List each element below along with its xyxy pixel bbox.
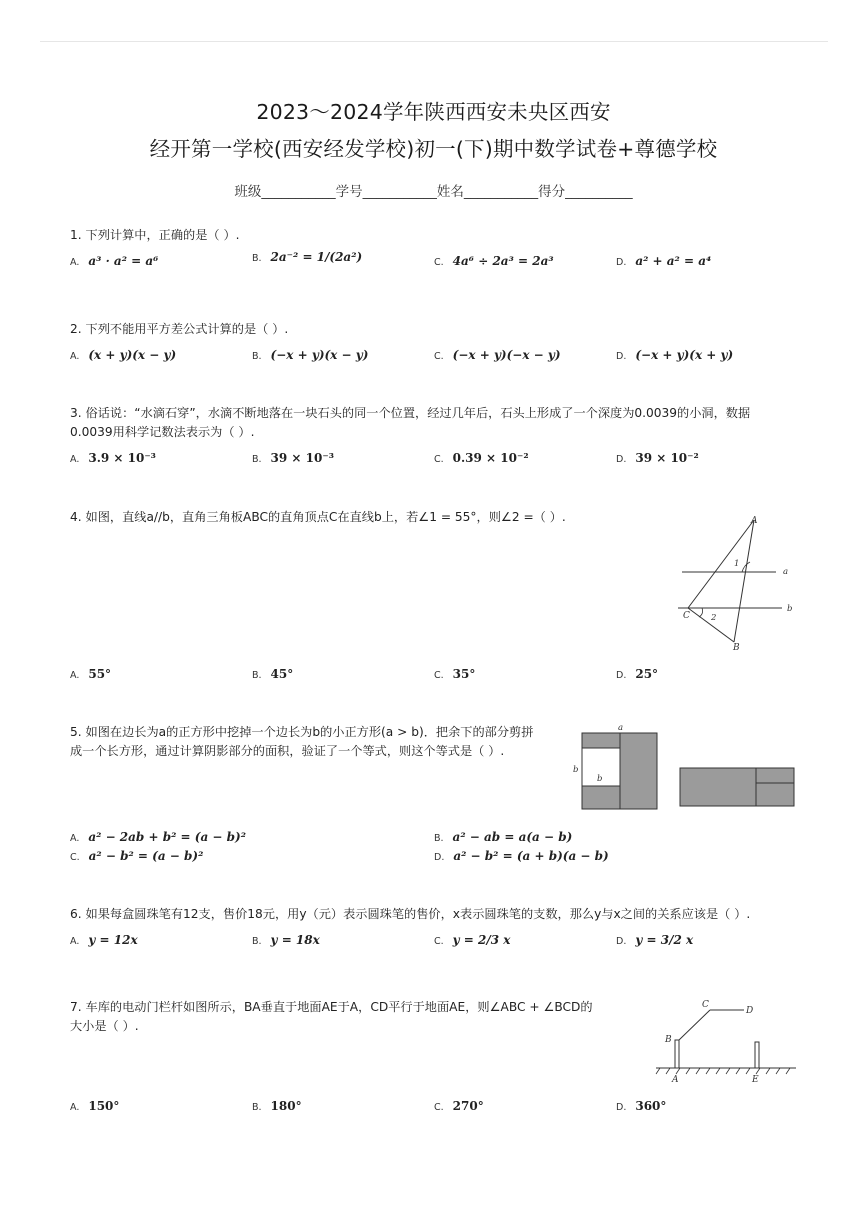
q1-option-c-text: 4a⁶ ÷ 2a³ = 2a³ — [452, 254, 554, 268]
question-2-stem: 2. 下列不能用平方差公式计算的是（ ）. — [70, 322, 289, 336]
q2-option-c[interactable]: C. (−x + y)(−x − y) — [434, 348, 561, 362]
segment-ab — [734, 520, 754, 642]
q4-option-d-text: 25° — [635, 667, 659, 681]
q7-option-b-text: 180° — [270, 1099, 302, 1113]
q7-option-a[interactable]: A. 150° — [70, 1099, 120, 1113]
segment-ac — [688, 520, 754, 608]
question-1-stem: 1. 下列计算中，正确的是（ ）. — [70, 228, 240, 242]
question-7-stem-line1: 7. 车库的电动门栏杆如图所示，BA垂直于地面AE于A，CD平行于地面AE，则∠ABC + ∠BCD的 — [70, 1000, 593, 1014]
label-angle-2: 2 — [711, 613, 717, 623]
q7-option-b[interactable]: B. 180° — [252, 1099, 302, 1113]
q7-option-a-text: 150° — [88, 1099, 120, 1113]
q5-option-d-text: a² − b² = (a + b)(a − b) — [453, 849, 609, 863]
q1-option-a-text: a³ · a² = a⁶ — [88, 254, 159, 268]
q5-option-c[interactable]: C. a² − b² = (a − b)² — [70, 849, 204, 863]
q2-option-a-text: (x + y)(x − y) — [88, 348, 177, 362]
q3-option-c-text: 0.39 × 10⁻² — [452, 451, 529, 465]
page-title-line1: 2023～2024学年陕西西安未央区西安 — [256, 100, 611, 124]
q4-option-c-text: 35° — [452, 667, 476, 681]
q7-option-c[interactable]: C. 270° — [434, 1099, 484, 1113]
q2-option-d[interactable]: D. (−x + y)(x + y) — [616, 348, 734, 362]
q3-option-a[interactable]: A. 3.9 × 10⁻³ — [70, 451, 156, 465]
label-E: E — [752, 1075, 759, 1085]
q4-option-a[interactable]: A. 55° — [70, 667, 112, 681]
label-b: b — [787, 604, 793, 614]
q6-option-c[interactable]: C. y = 2/3 x — [434, 933, 511, 947]
label-A: A — [672, 1075, 679, 1085]
q7-garage-gate-figure — [650, 996, 800, 1086]
q6-option-a[interactable]: A. y = 12x — [70, 933, 138, 947]
q6-option-b[interactable]: B. y = 18x — [252, 933, 320, 947]
q3-option-b[interactable]: B. 39 × 10⁻³ — [252, 451, 334, 465]
q5-square-figure — [570, 720, 800, 815]
q4-parallel-lines-figure — [672, 510, 802, 655]
label-B: B — [665, 1035, 672, 1045]
label-angle-1: 1 — [734, 559, 740, 569]
q1-option-c[interactable]: C. 4a⁶ ÷ 2a³ = 2a³ — [434, 254, 554, 268]
q5-option-a-text: a² − 2ab + b² = (a − b)² — [88, 830, 246, 844]
arm-bc — [679, 1010, 710, 1040]
q1-option-b-text: 2a⁻² = 1/(2a²) — [270, 250, 363, 264]
q1-option-d-text: a² + a² = a⁴ — [635, 254, 712, 268]
q7-option-c-text: 270° — [452, 1099, 484, 1113]
q3-option-d-text: 39 × 10⁻² — [635, 451, 699, 465]
q7-option-d[interactable]: D. 360° — [616, 1099, 667, 1113]
q3-option-a-text: 3.9 × 10⁻³ — [88, 451, 156, 465]
question-7-stem-line2: 大小是（ ）. — [70, 1019, 139, 1033]
q6-option-b-text: y = 18x — [270, 933, 320, 947]
label-D: D — [746, 1006, 754, 1016]
label-a: a — [618, 723, 624, 733]
rearranged-rectangle — [680, 768, 794, 806]
q1-option-b[interactable]: B. 2a⁻² = 1/(2a²) — [252, 250, 363, 264]
post-e — [755, 1042, 759, 1068]
q6-option-a-text: y = 12x — [88, 933, 138, 947]
q5-option-b[interactable]: B. a² − ab = a(a − b) — [434, 830, 573, 844]
q3-option-c[interactable]: C. 0.39 × 10⁻² — [434, 451, 529, 465]
q4-option-c[interactable]: C. 35° — [434, 667, 476, 681]
q1-option-a[interactable]: A. a³ · a² = a⁶ — [70, 254, 159, 268]
q3-option-b-text: 39 × 10⁻³ — [270, 451, 334, 465]
question-6-stem: 6. 如果每盒圆珠笔有12支，售价18元，用y（元）表示圆珠笔的售价，x表示圆珠笔的支数，那么y与x之间的关系应该是（ ）. — [70, 907, 751, 921]
q2-option-a[interactable]: A. (x + y)(x − y) — [70, 348, 177, 362]
label-b-inner: b — [597, 774, 603, 784]
q4-option-a-text: 55° — [88, 667, 112, 681]
question-5-stem-line1: 5. 如图在边长为a的正方形中挖掉一个边长为b的小正方形(a > b)．把余下的部分剪拼 — [70, 725, 534, 739]
q4-option-b[interactable]: B. 45° — [252, 667, 294, 681]
question-3-stem-line1: 3. 俗话说：“水滴石穿”，水滴不断地落在一块石头的同一个位置，经过几年后，石头上形成了一个深度为0.0039的小洞，数据 — [70, 406, 751, 420]
q2-option-d-text: (−x + y)(x + y) — [635, 348, 734, 362]
page-title-line2: 经开第一学校(西安经发学校)初一(下)期中数学试卷+尊德学校 — [149, 137, 718, 161]
label-b-left: b — [573, 765, 579, 775]
q4-option-b-text: 45° — [270, 667, 294, 681]
q2-option-b[interactable]: B. (−x + y)(x − y) — [252, 348, 369, 362]
q2-option-b-text: (−x + y)(x − y) — [270, 348, 369, 362]
q2-option-c-text: (−x + y)(−x − y) — [452, 348, 561, 362]
question-4-stem: 4. 如图，直线a//b，直角三角板ABC的直角顶点C在直线b上，若∠1 = 55°，则∠2 =（ ）. — [70, 510, 566, 524]
q1-option-d[interactable]: D. a² + a² = a⁴ — [616, 254, 712, 268]
label-C: C — [702, 1000, 709, 1010]
post-ab — [675, 1040, 679, 1068]
q5-option-b-text: a² − ab = a(a − b) — [452, 830, 573, 844]
question-3-stem-line2: 0.0039用科学记数法表示为（ ）. — [70, 425, 255, 439]
q7-option-d-text: 360° — [635, 1099, 667, 1113]
student-info-line: 班级___________学号___________姓名___________得分__________ — [234, 184, 633, 200]
q5-option-a[interactable]: A. a² − 2ab + b² = (a − b)² — [70, 830, 246, 844]
q3-option-d[interactable]: D. 39 × 10⁻² — [616, 451, 699, 465]
top-divider — [40, 41, 828, 42]
label-A: A — [751, 516, 758, 526]
q6-option-d-text: y = 3/2 x — [635, 933, 694, 947]
label-C: C — [683, 611, 690, 621]
label-B: B — [733, 643, 740, 653]
q6-option-c-text: y = 2/3 x — [452, 933, 511, 947]
label-a: a — [783, 567, 789, 577]
q5-option-c-text: a² − b² = (a − b)² — [88, 849, 204, 863]
question-5-stem-line2: 成一个长方形，通过计算阴影部分的面积，验证了一个等式，则这个等式是（ ）. — [70, 744, 505, 758]
q6-option-d[interactable]: D. y = 3/2 x — [616, 933, 694, 947]
q4-option-d[interactable]: D. 25° — [616, 667, 659, 681]
q5-option-d[interactable]: D. a² − b² = (a + b)(a − b) — [434, 849, 609, 863]
